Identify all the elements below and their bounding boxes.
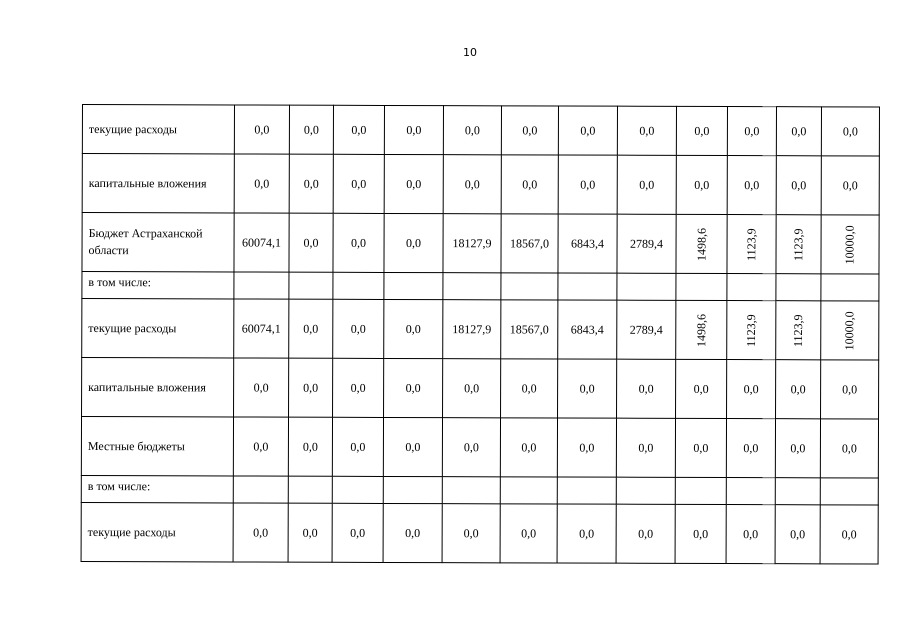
table-cell: 6843,4 bbox=[558, 214, 617, 273]
table-cell: 0,0 bbox=[333, 358, 384, 417]
table-cell: 0,0 bbox=[234, 358, 289, 417]
table-cell: 0,0 bbox=[289, 105, 333, 154]
table-row bbox=[82, 299, 879, 361]
table-cell: 0,0 bbox=[776, 107, 821, 156]
table-cell bbox=[775, 478, 820, 505]
table-cell: 18127,9 bbox=[443, 300, 501, 359]
table-row bbox=[82, 272, 879, 302]
table-cell: 0,0 bbox=[558, 106, 617, 155]
table-cell: 0,0 bbox=[821, 107, 879, 156]
table-row bbox=[81, 417, 878, 479]
table-cell: 0,0 bbox=[676, 155, 727, 214]
table-cell: 0,0 bbox=[675, 504, 726, 563]
table-cell bbox=[727, 274, 776, 301]
cell-value: 10000,0 bbox=[842, 310, 857, 350]
table-cell: 0,0 bbox=[775, 419, 820, 478]
table-cell: 0,0 bbox=[442, 418, 500, 477]
table-cell: 2789,4 bbox=[617, 214, 676, 273]
row-label: текущие расходы bbox=[82, 299, 234, 358]
cell-value: 1123,9 bbox=[790, 313, 805, 347]
cell-value: 1123,9 bbox=[743, 313, 758, 347]
cell-value: 1123,9 bbox=[744, 227, 759, 261]
table-cell bbox=[727, 301, 776, 360]
table-cell: 0,0 bbox=[443, 155, 501, 214]
row-label: в том числе: bbox=[81, 475, 233, 502]
table-cell bbox=[776, 274, 821, 301]
table-cell bbox=[289, 272, 333, 299]
table-cell: 0,0 bbox=[727, 360, 776, 419]
table-cell bbox=[332, 476, 383, 503]
table-cell: 0,0 bbox=[727, 156, 776, 215]
table-cell: 0,0 bbox=[557, 418, 616, 477]
row-label: Местные бюджеты bbox=[81, 417, 233, 476]
table-cell: 0,0 bbox=[821, 360, 879, 419]
table-cell: 0,0 bbox=[617, 155, 676, 214]
table-cell: 0,0 bbox=[617, 359, 676, 418]
table-cell bbox=[501, 273, 558, 300]
table-cell bbox=[333, 272, 384, 299]
table-cell: 0,0 bbox=[500, 418, 557, 477]
table-cell: 18127,9 bbox=[443, 214, 501, 273]
table-cell: 0,0 bbox=[443, 359, 501, 418]
table-cell bbox=[726, 478, 775, 505]
table-cell: 0,0 bbox=[821, 156, 879, 215]
table-cell: 0,0 bbox=[501, 106, 558, 155]
table-cell: 0,0 bbox=[333, 299, 384, 358]
table-row bbox=[82, 358, 879, 420]
table-cell bbox=[384, 272, 443, 299]
table-cell: 0,0 bbox=[333, 154, 384, 213]
table-cell: 0,0 bbox=[676, 106, 727, 155]
table-row bbox=[82, 154, 879, 216]
table-cell: 0,0 bbox=[443, 106, 501, 155]
table-cell bbox=[557, 477, 616, 504]
table-cell: 0,0 bbox=[616, 418, 675, 477]
table-cell: 0,0 bbox=[776, 360, 821, 419]
table-cell: 60074,1 bbox=[234, 299, 289, 358]
table-cell: 0,0 bbox=[820, 419, 878, 478]
table-cell: 0,0 bbox=[233, 417, 288, 476]
table-cell bbox=[234, 272, 289, 299]
table-cell bbox=[617, 273, 676, 300]
table-cell: 0,0 bbox=[333, 213, 384, 272]
table-cell bbox=[676, 214, 727, 273]
table-cell: 0,0 bbox=[383, 417, 442, 476]
table-cell: 0,0 bbox=[289, 154, 333, 213]
table-cell: 0,0 bbox=[233, 503, 288, 562]
table-cell bbox=[676, 300, 727, 359]
row-label: капитальные вложения bbox=[82, 154, 234, 213]
table-cell: 0,0 bbox=[727, 107, 776, 156]
table-cell: 0,0 bbox=[776, 156, 821, 215]
table-cell: 0,0 bbox=[383, 503, 442, 562]
table-cell: 0,0 bbox=[384, 299, 443, 358]
table-cell: 0,0 bbox=[676, 359, 727, 418]
table-cell: 18567,0 bbox=[501, 300, 558, 359]
table-row bbox=[81, 502, 878, 564]
table-cell: 0,0 bbox=[333, 105, 384, 154]
table-cell: 0,0 bbox=[617, 106, 676, 155]
table-cell bbox=[442, 477, 500, 504]
table-cell bbox=[443, 273, 501, 300]
table-cell bbox=[616, 477, 675, 504]
table-cell bbox=[776, 215, 821, 274]
table-row bbox=[82, 213, 879, 275]
cell-value: 1498,6 bbox=[693, 313, 708, 347]
table-cell bbox=[820, 478, 878, 505]
budget-table bbox=[81, 104, 880, 565]
table-cell bbox=[288, 476, 332, 503]
table-cell bbox=[233, 476, 288, 503]
table-cell: 0,0 bbox=[289, 299, 333, 358]
table-cell bbox=[821, 274, 879, 301]
table-cell: 0,0 bbox=[384, 358, 443, 417]
table-cell: 0,0 bbox=[501, 155, 558, 214]
table-cell: 0,0 bbox=[288, 503, 332, 562]
table-cell: 60074,1 bbox=[234, 213, 289, 272]
row-label: капитальные вложения bbox=[82, 358, 234, 417]
row-label: в том числе: bbox=[82, 272, 234, 299]
table-cell bbox=[676, 273, 727, 300]
cell-value: 10000,0 bbox=[842, 224, 857, 264]
table-cell: 0,0 bbox=[726, 505, 775, 564]
table-cell bbox=[383, 476, 442, 503]
table-cell: 0,0 bbox=[616, 504, 675, 563]
table-cell bbox=[558, 273, 617, 300]
row-label: текущие расходы bbox=[81, 502, 233, 561]
table-cell bbox=[821, 301, 879, 360]
table-cell: 0,0 bbox=[820, 505, 878, 564]
table-cell: 0,0 bbox=[558, 155, 617, 214]
table-cell: 0,0 bbox=[726, 419, 775, 478]
page-number: 10 bbox=[463, 46, 477, 59]
table-row bbox=[82, 105, 879, 157]
table-cell: 18567,0 bbox=[501, 214, 558, 273]
cell-value: 1123,9 bbox=[791, 227, 806, 261]
table-cell: 0,0 bbox=[384, 154, 443, 213]
table-cell: 0,0 bbox=[558, 359, 617, 418]
row-label: Бюджет Астраханской области bbox=[82, 213, 234, 272]
table-cell: 0,0 bbox=[501, 359, 558, 418]
table-cell bbox=[500, 477, 557, 504]
table-cell: 0,0 bbox=[332, 417, 383, 476]
table-cell: 0,0 bbox=[775, 505, 820, 564]
table-cell: 0,0 bbox=[384, 213, 443, 272]
table-cell: 0,0 bbox=[288, 417, 332, 476]
table-cell: 6843,4 bbox=[558, 300, 617, 359]
table-cell bbox=[675, 477, 726, 504]
cell-value: 1498,6 bbox=[694, 227, 709, 261]
table-cell: 0,0 bbox=[384, 105, 443, 154]
table-cell: 2789,4 bbox=[617, 300, 676, 359]
table-cell: 0,0 bbox=[289, 213, 333, 272]
table-cell: 0,0 bbox=[332, 503, 383, 562]
table-row bbox=[81, 475, 878, 505]
table-cell: 0,0 bbox=[289, 358, 333, 417]
table-cell: 0,0 bbox=[675, 418, 726, 477]
table-cell bbox=[776, 301, 821, 360]
row-label: текущие расходы bbox=[82, 105, 234, 154]
table-cell: 0,0 bbox=[234, 105, 289, 154]
table-cell: 0,0 bbox=[557, 504, 616, 563]
table-cell: 0,0 bbox=[442, 504, 500, 563]
table-cell bbox=[727, 215, 776, 274]
table-cell bbox=[821, 215, 879, 274]
table-cell: 0,0 bbox=[500, 504, 557, 563]
table-cell: 0,0 bbox=[234, 154, 289, 213]
